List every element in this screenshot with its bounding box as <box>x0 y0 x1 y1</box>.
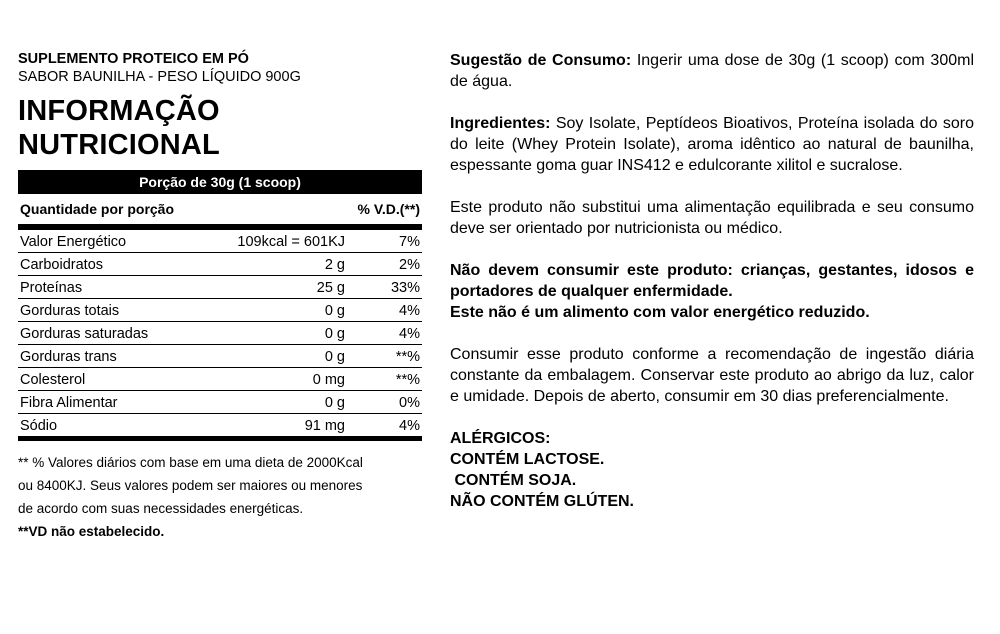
nutrient-vd: **% <box>395 349 420 365</box>
nutrient-vd: 2% <box>399 257 420 273</box>
nutrient-amount: 2 g <box>324 257 345 273</box>
nutrient-vd: 0% <box>399 395 420 411</box>
footnote-line: ou 8400KJ. Seus valores podem ser maiores ou menores <box>18 478 363 493</box>
nutrient-name: Gorduras trans <box>20 349 117 365</box>
nutrient-amount: 0 g <box>324 349 345 365</box>
product-name: SUPLEMENTO PROTEICO EM PÓ <box>18 51 249 67</box>
nutrient-vd: 4% <box>399 418 420 434</box>
portion-header: Porção de 30g (1 scoop) <box>18 170 422 194</box>
nutrient-vd: 33% <box>390 280 420 296</box>
product-info <box>450 50 974 512</box>
nutrient-amount: 0 g <box>324 395 345 411</box>
nutrient-name: Carboidratos <box>20 257 104 273</box>
ingredients <box>450 113 974 176</box>
vd-label: % V.D.(**) <box>357 201 420 217</box>
allergens-title: ALÉRGICOS: <box>450 430 551 447</box>
warning: Não devem consumir este produto: crianças, gestantes, idosos e portadores de qualquer enfermidade. <box>450 262 974 300</box>
product-subtitle: SABOR BAUNILHA - PESO LÍQUIDO 900G <box>18 69 301 85</box>
footnote-vd: **VD não estabelecido. <box>18 524 165 539</box>
disclaimer: Este produto não substitui uma alimentação equilibrada e seu consumo deve ser orientado por nutricionista ou médico. <box>450 199 974 237</box>
table-row <box>18 391 422 414</box>
nutrient-amount: 91 mg <box>304 418 345 434</box>
table-row <box>18 322 422 345</box>
quantity-label: Quantidade por porção <box>20 201 175 217</box>
table-row <box>18 414 422 441</box>
footnote-line: de acordo com suas necessidades energéticas. <box>18 501 304 516</box>
nutrient-amount: 109kcal = 601KJ <box>237 234 345 250</box>
contains-lactose: CONTÉM LACTOSE. <box>450 451 605 468</box>
nutrient-name: Gorduras saturadas <box>20 326 149 342</box>
nutrition-table <box>18 170 422 441</box>
nutrient-name: Fibra Alimentar <box>20 395 118 411</box>
not-reduced-note: Este não é um alimento com valor energético reduzido. <box>450 304 870 321</box>
storage-instructions: Consumir esse produto conforme a recomendação de ingestão diária constante da embalagem. Conservar este produto ao abrigo da luz, calor e umidade. Depois de aberto, consumir em 30 dias preferencialmente. <box>450 346 974 405</box>
nutrient-name: Gorduras totais <box>20 303 120 319</box>
nutrition-title: INFORMAÇÃO NUTRICIONAL <box>18 95 220 161</box>
nutrient-amount: 0 mg <box>312 372 345 388</box>
nutrient-name: Colesterol <box>20 372 86 388</box>
nutrient-amount: 0 g <box>324 326 345 342</box>
footnote-line: ** % Valores diários com base em uma dieta de 2000Kcal <box>18 455 363 470</box>
table-row <box>18 230 422 253</box>
contains-soy: CONTÉM SOJA. <box>450 472 577 489</box>
ingredientes-text: Soy Isolate, Peptídeos Bioativos, Proteína isolada do soro do leite (Whey Protein Isolate), aroma idêntico ao natural de baunilha, espessante goma guar INS412 e edulcorante xilitol e sucralose. <box>450 115 974 174</box>
nutrient-vd: 4% <box>399 326 420 342</box>
nutrient-amount: 0 g <box>324 303 345 319</box>
table-row <box>18 345 422 368</box>
nutrient-vd: **% <box>395 372 420 388</box>
nutrition-panel <box>18 50 422 543</box>
nutrient-vd: 4% <box>399 303 420 319</box>
table-row <box>18 368 422 391</box>
quantity-header <box>18 194 422 230</box>
nutrient-name: Valor Energético <box>20 234 127 250</box>
nutrient-amount: 25 g <box>316 280 345 296</box>
table-row <box>18 299 422 322</box>
gluten-free: NÃO CONTÉM GLÚTEN. <box>450 493 634 510</box>
footnotes <box>18 451 422 543</box>
consumption-suggestion <box>450 50 974 92</box>
ingredientes-label: Ingredientes: <box>450 115 551 132</box>
table-row <box>18 276 422 299</box>
sugestao-text: Ingerir uma dose de 30g (1 scoop) com 300ml de água. <box>450 52 974 90</box>
nutrient-name: Sódio <box>20 418 58 434</box>
table-row <box>18 253 422 276</box>
nutrient-name: Proteínas <box>20 280 83 296</box>
nutrient-vd: 7% <box>399 234 420 250</box>
sugestao-label: Sugestão de Consumo: <box>450 52 632 69</box>
